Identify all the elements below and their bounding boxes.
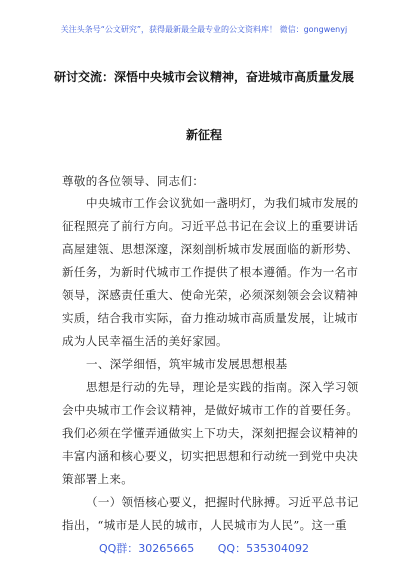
body-line: 成为人民幸福生活的美好家园。	[62, 334, 228, 348]
body-line: 我们必须在学懂弄通做实上下功夫，深刻把握会议精神的	[62, 426, 359, 440]
body-line: 策部署上来。	[62, 472, 134, 486]
body-line: 丰富内涵和核心要义，切实把思想和行动统一到党中央决	[62, 449, 359, 463]
body-line: 会中央城市工作会议精神，是做好城市工作的首要任务。	[62, 403, 359, 417]
document-title-continued: 新征程	[185, 128, 222, 142]
document-title: 研讨交流：深悟中央城市会议精神，奋进城市高质量发展	[53, 70, 354, 84]
qq-number: QQ：535304092	[217, 542, 310, 555]
body-line: 思想是行动的先导，理论是实践的指南。深入学习领	[86, 380, 359, 394]
body-line: 征程照亮了前行方向。习近平总书记在会议上的重要讲话	[62, 219, 359, 233]
salutation: 尊敬的各位领导、同志们：	[62, 174, 205, 188]
body-line: 中央城市工作会议犹如一盏明灯，为我们城市发展的	[86, 196, 359, 210]
body-line: 高屋建瓴、思想深邃，深刻剖析城市发展面临的新形势、	[62, 242, 359, 256]
section-heading: 一、深学细悟，筑牢城市发展思想根基	[86, 357, 288, 371]
promo-banner: 关注头条号“公文研究”，获得最新最全最专业的公文资料库！ 微信：gongwenyj	[60, 25, 348, 34]
body-line: 指出，“城市是人民的城市，人民城市为人民”。这一重	[62, 518, 348, 532]
contact-footer	[0, 540, 408, 556]
body-line: 领导，深感责任重大、使命光荣，必须深刻领会会议精神	[62, 288, 359, 302]
subsection-heading: （一）领悟核心要义，把握时代脉搏。习近平总书记	[86, 495, 359, 509]
body-line: 新任务，为新时代城市工作提供了根本遵循。作为一名市	[62, 265, 359, 279]
qq-group-number: QQ群：30265665	[98, 542, 195, 555]
body-line: 实质，结合我市实际，奋力推动城市高质量发展，让城市	[62, 311, 359, 325]
